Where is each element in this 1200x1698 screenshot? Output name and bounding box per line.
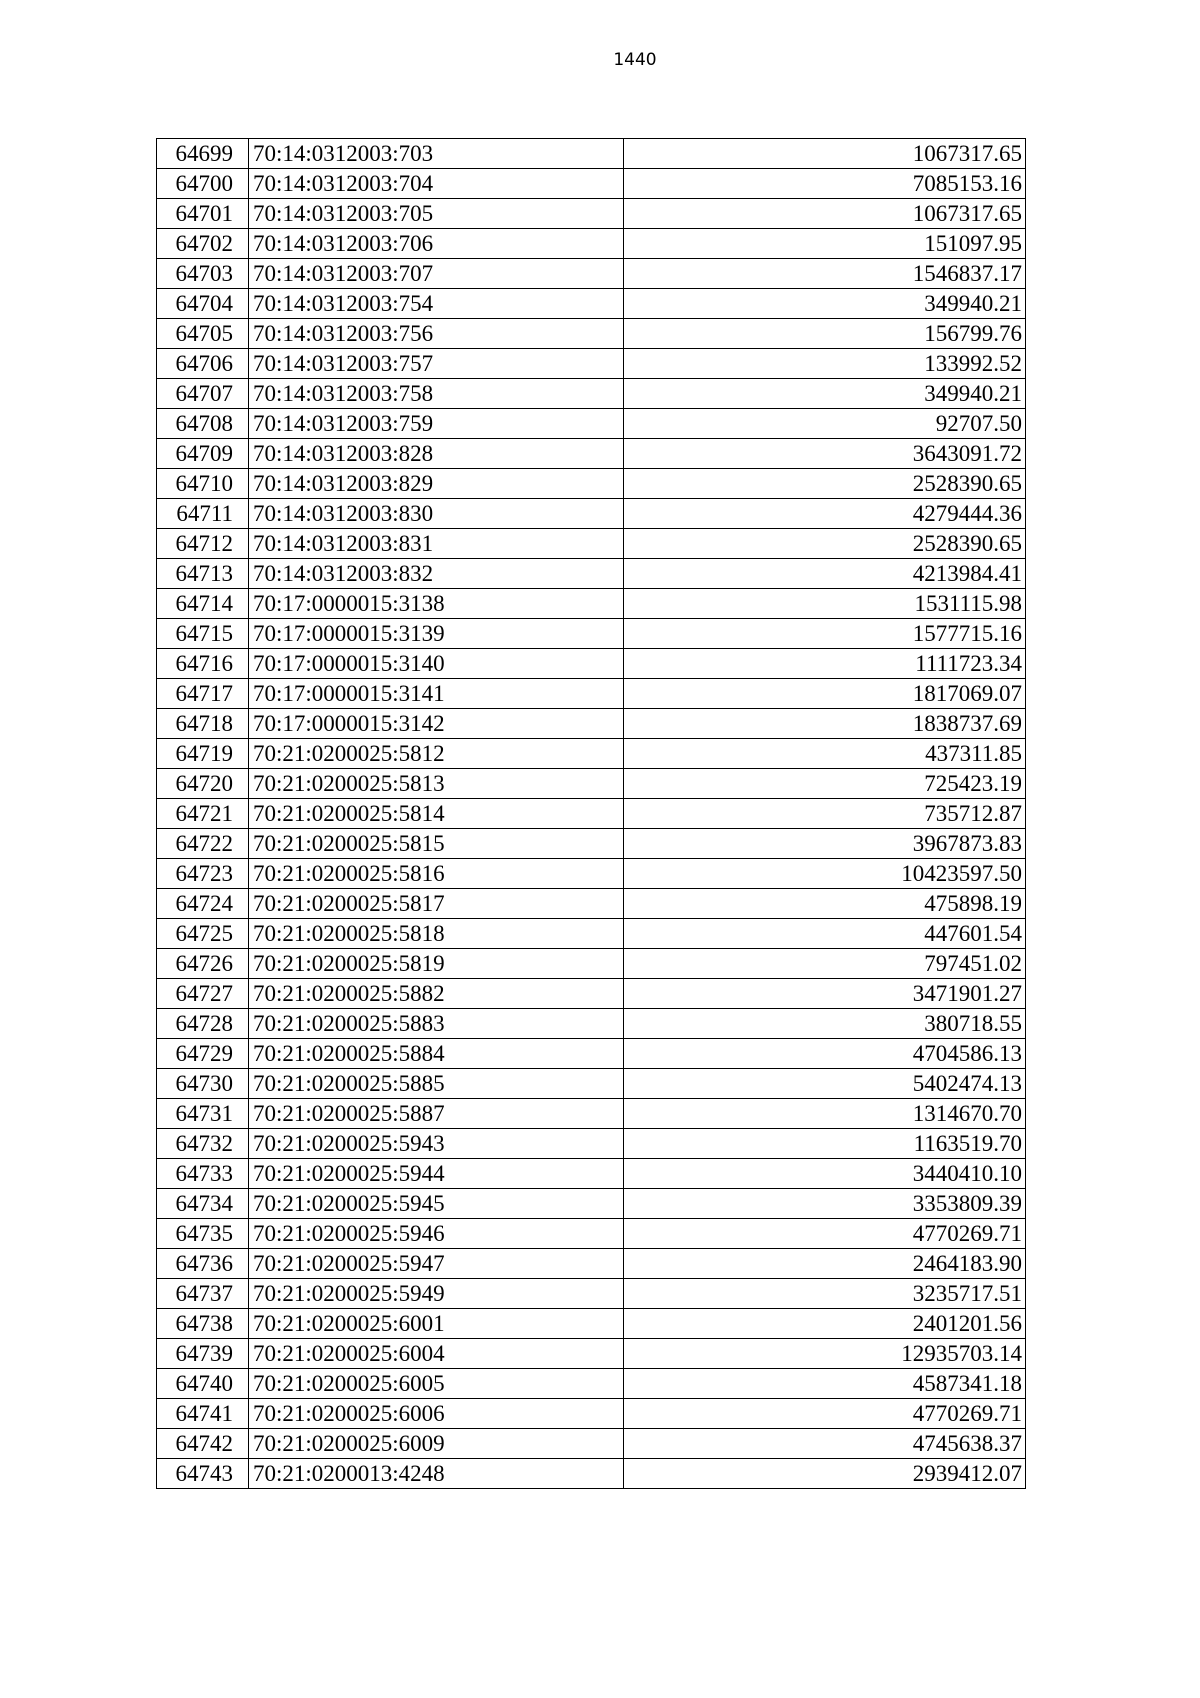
row-number-cell: 64717 xyxy=(157,679,249,709)
cadastral-number-cell: 70:21:0200025:5816 xyxy=(249,859,624,889)
cadastral-number-cell: 70:14:0312003:758 xyxy=(249,379,624,409)
cadastral-value-cell: 10423597.50 xyxy=(624,859,1026,889)
cadastral-value-cell: 1111723.34 xyxy=(624,649,1026,679)
table-row xyxy=(157,619,1026,649)
cadastral-number-cell: 70:14:0312003:759 xyxy=(249,409,624,439)
cadastral-value-cell: 735712.87 xyxy=(624,799,1026,829)
cadastral-value-cell: 4745638.37 xyxy=(624,1429,1026,1459)
row-number-cell: 64708 xyxy=(157,409,249,439)
cadastral-value-cell: 2528390.65 xyxy=(624,529,1026,559)
cadastral-number-cell: 70:17:0000015:3139 xyxy=(249,619,624,649)
cadastral-number-cell: 70:14:0312003:707 xyxy=(249,259,624,289)
cadastral-number-cell: 70:17:0000015:3142 xyxy=(249,709,624,739)
cadastral-value-cell: 349940.21 xyxy=(624,379,1026,409)
row-number-cell: 64716 xyxy=(157,649,249,679)
row-number-cell: 64743 xyxy=(157,1459,249,1489)
table-row xyxy=(157,1069,1026,1099)
cadastral-number-cell: 70:21:0200025:5819 xyxy=(249,949,624,979)
cadastral-number-cell: 70:14:0312003:829 xyxy=(249,469,624,499)
row-number-cell: 64722 xyxy=(157,829,249,859)
table-row xyxy=(157,1189,1026,1219)
table-row xyxy=(157,559,1026,589)
cadastral-number-cell: 70:21:0200025:5812 xyxy=(249,739,624,769)
row-number-cell: 64711 xyxy=(157,499,249,529)
row-number-cell: 64701 xyxy=(157,199,249,229)
cadastral-number-cell: 70:14:0312003:830 xyxy=(249,499,624,529)
cadastral-number-cell: 70:21:0200025:6005 xyxy=(249,1369,624,1399)
row-number-cell: 64727 xyxy=(157,979,249,1009)
row-number-cell: 64736 xyxy=(157,1249,249,1279)
cadastral-number-cell: 70:17:0000015:3138 xyxy=(249,589,624,619)
cadastral-value-cell: 12935703.14 xyxy=(624,1339,1026,1369)
cadastral-value-cell: 1067317.65 xyxy=(624,199,1026,229)
row-number-cell: 64729 xyxy=(157,1039,249,1069)
cadastral-value-cell: 1314670.70 xyxy=(624,1099,1026,1129)
table-row xyxy=(157,1159,1026,1189)
table-row xyxy=(157,799,1026,829)
cadastral-number-cell: 70:21:0200025:5813 xyxy=(249,769,624,799)
row-number-cell: 64702 xyxy=(157,229,249,259)
cadastral-number-cell: 70:21:0200025:5884 xyxy=(249,1039,624,1069)
cadastral-value-cell: 1838737.69 xyxy=(624,709,1026,739)
cadastral-number-cell: 70:21:0200025:6009 xyxy=(249,1429,624,1459)
row-number-cell: 64725 xyxy=(157,919,249,949)
row-number-cell: 64710 xyxy=(157,469,249,499)
row-number-cell: 64731 xyxy=(157,1099,249,1129)
cadastral-number-cell: 70:14:0312003:704 xyxy=(249,169,624,199)
cadastral-number-cell: 70:21:0200013:4248 xyxy=(249,1459,624,1489)
table-row xyxy=(157,139,1026,169)
table-row xyxy=(157,439,1026,469)
cadastral-value-cell: 2401201.56 xyxy=(624,1309,1026,1339)
cadastral-value-cell: 2528390.65 xyxy=(624,469,1026,499)
row-number-cell: 64741 xyxy=(157,1399,249,1429)
cadastral-number-cell: 70:14:0312003:831 xyxy=(249,529,624,559)
cadastral-value-cell: 156799.76 xyxy=(624,319,1026,349)
table-row xyxy=(157,1459,1026,1489)
table-row xyxy=(157,1309,1026,1339)
cadastral-value-cell: 3471901.27 xyxy=(624,979,1026,1009)
table-row xyxy=(157,709,1026,739)
cadastral-number-cell: 70:21:0200025:5883 xyxy=(249,1009,624,1039)
row-number-cell: 64707 xyxy=(157,379,249,409)
cadastral-value-cell: 1067317.65 xyxy=(624,139,1026,169)
cadastral-value-cell: 447601.54 xyxy=(624,919,1026,949)
cadastral-value-cell: 1546837.17 xyxy=(624,259,1026,289)
cadastral-number-cell: 70:21:0200025:5945 xyxy=(249,1189,624,1219)
cadastral-value-cell: 4770269.71 xyxy=(624,1219,1026,1249)
table-row xyxy=(157,499,1026,529)
cadastral-value-cell: 1531115.98 xyxy=(624,589,1026,619)
cadastral-number-cell: 70:21:0200025:5887 xyxy=(249,1099,624,1129)
table-row xyxy=(157,349,1026,379)
table-row xyxy=(157,469,1026,499)
cadastral-number-cell: 70:14:0312003:828 xyxy=(249,439,624,469)
row-number-cell: 64724 xyxy=(157,889,249,919)
cadastral-value-cell: 3353809.39 xyxy=(624,1189,1026,1219)
row-number-cell: 64715 xyxy=(157,619,249,649)
table-row xyxy=(157,769,1026,799)
cadastral-value-cell: 151097.95 xyxy=(624,229,1026,259)
row-number-cell: 64706 xyxy=(157,349,249,379)
table-row xyxy=(157,259,1026,289)
cadastral-value-cell: 4704586.13 xyxy=(624,1039,1026,1069)
cadastral-value-cell: 7085153.16 xyxy=(624,169,1026,199)
cadastral-value-cell: 3643091.72 xyxy=(624,439,1026,469)
row-number-cell: 64712 xyxy=(157,529,249,559)
row-number-cell: 64730 xyxy=(157,1069,249,1099)
cadastral-number-cell: 70:21:0200025:5815 xyxy=(249,829,624,859)
table-row xyxy=(157,1129,1026,1159)
table-row xyxy=(157,169,1026,199)
cadastral-number-cell: 70:21:0200025:6004 xyxy=(249,1339,624,1369)
cadastral-number-cell: 70:14:0312003:705 xyxy=(249,199,624,229)
cadastral-value-cell: 92707.50 xyxy=(624,409,1026,439)
cadastral-number-cell: 70:21:0200025:5818 xyxy=(249,919,624,949)
table-row xyxy=(157,529,1026,559)
cadastral-value-table xyxy=(156,138,1026,1489)
table-row xyxy=(157,409,1026,439)
cadastral-value-cell: 1817069.07 xyxy=(624,679,1026,709)
cadastral-value-cell: 725423.19 xyxy=(624,769,1026,799)
table-body xyxy=(157,139,1026,1489)
row-number-cell: 64735 xyxy=(157,1219,249,1249)
cadastral-value-cell: 3967873.83 xyxy=(624,829,1026,859)
cadastral-number-cell: 70:14:0312003:706 xyxy=(249,229,624,259)
cadastral-number-cell: 70:21:0200025:5817 xyxy=(249,889,624,919)
row-number-cell: 64738 xyxy=(157,1309,249,1339)
table-row xyxy=(157,229,1026,259)
cadastral-value-cell: 349940.21 xyxy=(624,289,1026,319)
cadastral-number-cell: 70:14:0312003:757 xyxy=(249,349,624,379)
row-number-cell: 64699 xyxy=(157,139,249,169)
table-row xyxy=(157,1339,1026,1369)
table-row xyxy=(157,1429,1026,1459)
row-number-cell: 64721 xyxy=(157,799,249,829)
cadastral-value-cell: 2939412.07 xyxy=(624,1459,1026,1489)
table-row xyxy=(157,739,1026,769)
cadastral-number-cell: 70:21:0200025:5949 xyxy=(249,1279,624,1309)
cadastral-number-cell: 70:21:0200025:5943 xyxy=(249,1129,624,1159)
table-row xyxy=(157,979,1026,1009)
cadastral-value-cell: 4279444.36 xyxy=(624,499,1026,529)
table-row xyxy=(157,1369,1026,1399)
row-number-cell: 64713 xyxy=(157,559,249,589)
cadastral-number-cell: 70:21:0200025:5944 xyxy=(249,1159,624,1189)
table-row xyxy=(157,1219,1026,1249)
cadastral-value-table-container xyxy=(156,138,1026,1489)
cadastral-number-cell: 70:14:0312003:756 xyxy=(249,319,624,349)
cadastral-value-cell: 3440410.10 xyxy=(624,1159,1026,1189)
table-row xyxy=(157,829,1026,859)
cadastral-number-cell: 70:17:0000015:3141 xyxy=(249,679,624,709)
cadastral-value-cell: 3235717.51 xyxy=(624,1279,1026,1309)
cadastral-number-cell: 70:17:0000015:3140 xyxy=(249,649,624,679)
row-number-cell: 64728 xyxy=(157,1009,249,1039)
cadastral-value-cell: 4213984.41 xyxy=(624,559,1026,589)
row-number-cell: 64737 xyxy=(157,1279,249,1309)
table-row xyxy=(157,319,1026,349)
table-row xyxy=(157,1399,1026,1429)
table-row xyxy=(157,649,1026,679)
table-row xyxy=(157,379,1026,409)
cadastral-value-cell: 2464183.90 xyxy=(624,1249,1026,1279)
cadastral-number-cell: 70:21:0200025:5947 xyxy=(249,1249,624,1279)
cadastral-value-cell: 380718.55 xyxy=(624,1009,1026,1039)
cadastral-number-cell: 70:21:0200025:6001 xyxy=(249,1309,624,1339)
row-number-cell: 64705 xyxy=(157,319,249,349)
row-number-cell: 64742 xyxy=(157,1429,249,1459)
row-number-cell: 64723 xyxy=(157,859,249,889)
cadastral-value-cell: 1577715.16 xyxy=(624,619,1026,649)
table-row xyxy=(157,1099,1026,1129)
table-row xyxy=(157,289,1026,319)
cadastral-number-cell: 70:14:0312003:832 xyxy=(249,559,624,589)
table-row xyxy=(157,679,1026,709)
cadastral-number-cell: 70:21:0200025:5882 xyxy=(249,979,624,1009)
cadastral-value-cell: 1163519.70 xyxy=(624,1129,1026,1159)
table-row xyxy=(157,919,1026,949)
row-number-cell: 64726 xyxy=(157,949,249,979)
row-number-cell: 64709 xyxy=(157,439,249,469)
cadastral-value-cell: 5402474.13 xyxy=(624,1069,1026,1099)
cadastral-number-cell: 70:21:0200025:5946 xyxy=(249,1219,624,1249)
row-number-cell: 64734 xyxy=(157,1189,249,1219)
cadastral-value-cell: 797451.02 xyxy=(624,949,1026,979)
row-number-cell: 64733 xyxy=(157,1159,249,1189)
table-row xyxy=(157,1249,1026,1279)
row-number-cell: 64700 xyxy=(157,169,249,199)
row-number-cell: 64718 xyxy=(157,709,249,739)
table-row xyxy=(157,199,1026,229)
cadastral-number-cell: 70:21:0200025:5885 xyxy=(249,1069,624,1099)
cadastral-value-cell: 475898.19 xyxy=(624,889,1026,919)
page-number: 1440 xyxy=(613,50,657,70)
cadastral-number-cell: 70:21:0200025:5814 xyxy=(249,799,624,829)
cadastral-number-cell: 70:21:0200025:6006 xyxy=(249,1399,624,1429)
row-number-cell: 64740 xyxy=(157,1369,249,1399)
table-row xyxy=(157,949,1026,979)
row-number-cell: 64714 xyxy=(157,589,249,619)
table-row xyxy=(157,889,1026,919)
row-number-cell: 64739 xyxy=(157,1339,249,1369)
table-row xyxy=(157,1009,1026,1039)
cadastral-number-cell: 70:14:0312003:703 xyxy=(249,139,624,169)
table-row xyxy=(157,1039,1026,1069)
cadastral-value-cell: 133992.52 xyxy=(624,349,1026,379)
table-row xyxy=(157,859,1026,889)
cadastral-value-cell: 4770269.71 xyxy=(624,1399,1026,1429)
row-number-cell: 64732 xyxy=(157,1129,249,1159)
row-number-cell: 64720 xyxy=(157,769,249,799)
row-number-cell: 64719 xyxy=(157,739,249,769)
row-number-cell: 64704 xyxy=(157,289,249,319)
cadastral-value-cell: 4587341.18 xyxy=(624,1369,1026,1399)
cadastral-number-cell: 70:14:0312003:754 xyxy=(249,289,624,319)
table-row xyxy=(157,1279,1026,1309)
row-number-cell: 64703 xyxy=(157,259,249,289)
table-row xyxy=(157,589,1026,619)
cadastral-value-cell: 437311.85 xyxy=(624,739,1026,769)
